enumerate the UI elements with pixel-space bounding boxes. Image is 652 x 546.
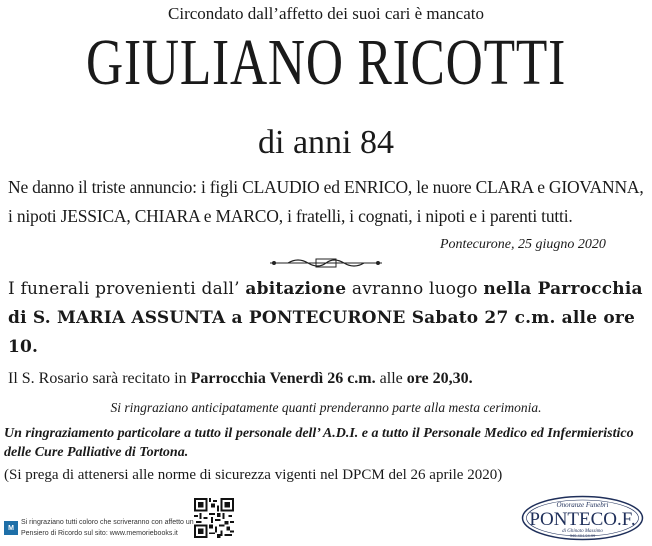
rosary-part2: alle <box>375 370 407 387</box>
funeral-text <box>8 275 648 362</box>
rosary-part1: Il S. Rosario sarà recitato in <box>8 370 191 387</box>
agency-tagline: Onoranze Funebri <box>556 501 609 509</box>
funeral-text-part1: I funerali provenienti dall’ <box>8 279 246 299</box>
deceased-name: GIULIANO RICOTTI <box>85 26 566 99</box>
memoriebooks-note <box>4 517 194 539</box>
agency-owner: di Ghinato Massimo <box>562 529 603 534</box>
funeral-church-date: nella Parrocchia di S. MARIA ASSUNTA a PONTECURONE Sabato 27 c.m. alle ore 10. <box>8 279 643 357</box>
intro-text: Circondato dall’affetto dei suoi cari è mancato <box>168 4 484 23</box>
rosary-text <box>8 370 648 388</box>
ornament-divider <box>268 256 384 270</box>
agency-phone: 340.494.94.99 <box>569 533 596 538</box>
memoriebooks-text: Si ringraziano tutti coloro che scriveranno con affetto un Pensiero di Ricordo sul sito: www.memoriebooks.it <box>21 519 194 537</box>
qr-code[interactable] <box>194 498 234 538</box>
rosary-place-date: Parrocchia Venerdì 26 c.m. <box>190 370 376 387</box>
agency-name: PONTECO.F. <box>529 509 636 530</box>
memoriebooks-logo: M <box>4 521 18 535</box>
age-text: di anni 84 <box>258 124 394 161</box>
funeral-text-part2: avranno luogo <box>346 279 484 299</box>
special-thanks-text: Un ringraziamento particolare a tutto il personale dell’ A.D.I. e a tutto il Personale Medico ed Infermieristico delle Cure Palliative di Tortona. <box>4 426 634 460</box>
thanks-text: Si ringraziano anticipatamente quanti prenderanno parte alla mesta cerimonia. <box>110 400 542 415</box>
funeral-agency-logo <box>521 495 644 541</box>
announcement-text: Ne danno il triste annuncio: i figli CLAUDIO ed ENRICO, le nuore CLARA e GIOVANNA, i nipoti JESSICA, CHIARA e MARCO, i fratelli, i cognati, i nipoti e i parenti tutti. <box>8 177 644 226</box>
safety-notice: (Si prega di attenersi alle norme di sicurezza vigenti nel DPCM del 26 aprile 2020) <box>4 467 503 483</box>
funeral-location-abitazione: abitazione <box>245 279 347 299</box>
place-date: Pontecurone, 25 giugno 2020 <box>440 237 606 252</box>
rosary-time: ore 20,30. <box>406 370 473 387</box>
